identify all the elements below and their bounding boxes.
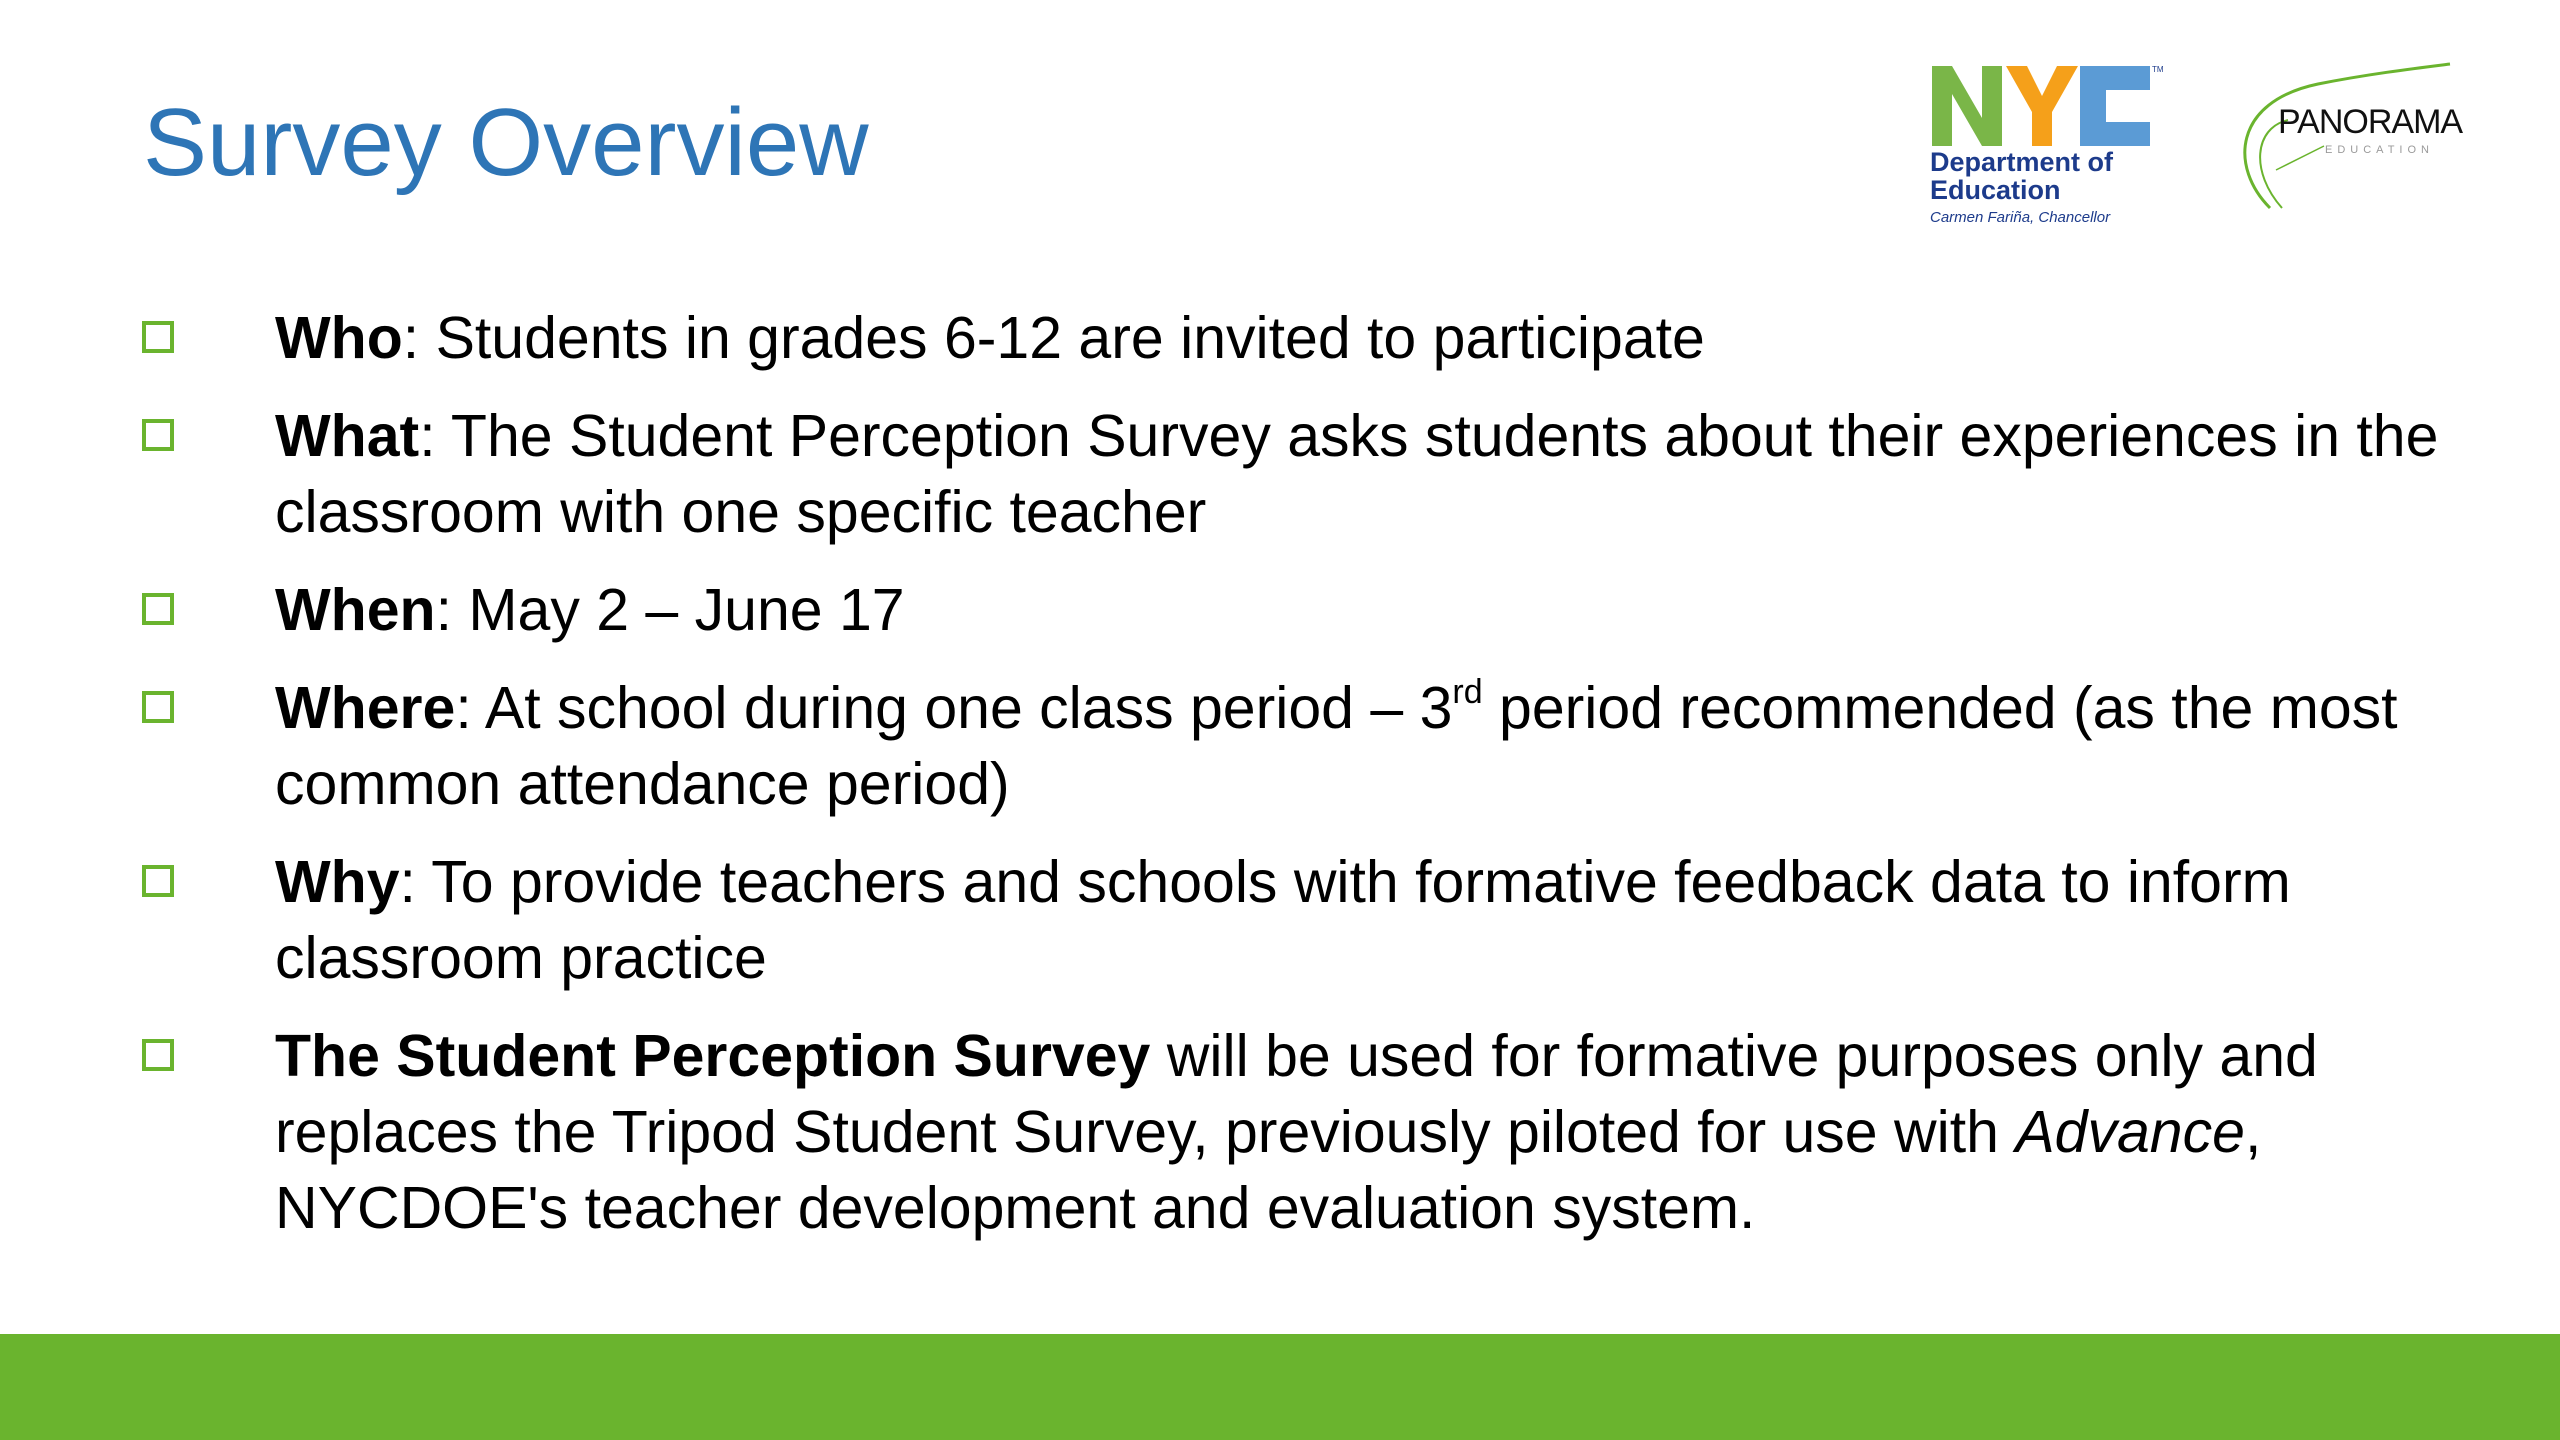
- panorama-education-logo: [2228, 60, 2478, 215]
- bullet-lead: Why: [275, 849, 400, 915]
- checkbox-square-icon: [142, 419, 174, 451]
- bullet-text: : The Student Perception Survey asks students about their experiences in the classroom with one specific teacher: [275, 403, 2439, 545]
- bullet-text: : Students in grades 6-12 are invited to participate: [402, 305, 1705, 371]
- bullet-text-before: : At school during one class period – 3: [455, 675, 1453, 741]
- nyc-line-2: Education: [1930, 175, 2061, 205]
- bullet-superscript: rd: [1452, 673, 1483, 711]
- checkbox-square-icon: [142, 865, 174, 897]
- svg-text:TM: TM: [2152, 65, 2164, 74]
- checkbox-square-icon: [142, 321, 174, 353]
- nyc-department-label: [1930, 148, 2113, 204]
- bullet-lead: Where: [275, 675, 456, 741]
- bullet-text: : May 2 – June 17: [435, 577, 905, 643]
- footer-bar: [0, 1334, 2560, 1440]
- nyc-doe-logo: [1928, 60, 2168, 235]
- panorama-sub: EDUCATION: [2325, 144, 2434, 156]
- survey-overview-list: [140, 300, 2500, 1268]
- bullet-italic: Advance: [2015, 1099, 2245, 1165]
- bullet-when: [140, 572, 2500, 648]
- panorama-name: PANORAMA: [2278, 103, 2463, 141]
- bullet-what: [140, 398, 2500, 550]
- bullet-why: [140, 844, 2500, 996]
- bullet-text-after: period recommended (as the most common attendance period): [275, 675, 2398, 817]
- nyc-line-1: Department of: [1930, 147, 2114, 177]
- bullet-who: [140, 300, 2500, 376]
- checkbox-square-icon: [142, 1039, 174, 1071]
- bullet-text: : To provide teachers and schools with formative feedback data to inform classroom practice: [275, 849, 2291, 991]
- bullet-lead: When: [275, 577, 436, 643]
- bullet-lead: What: [275, 403, 420, 469]
- bullet-text-before: will be used for formative purposes only and replaces the Tripod Student Survey, previously piloted for use with: [275, 1023, 2318, 1165]
- bullet-survey-use: [140, 1018, 2500, 1246]
- nyc-wordmark-icon: [1928, 60, 2168, 152]
- bullet-lead: The Student Perception Survey: [275, 1023, 1151, 1089]
- nyc-chancellor-label: Carmen Fariña, Chancellor: [1930, 209, 2111, 226]
- checkbox-square-icon: [142, 691, 174, 723]
- checkbox-square-icon: [142, 593, 174, 625]
- bullet-where: [140, 670, 2500, 822]
- slide-title: Survey Overview: [143, 89, 869, 196]
- bullet-text-after: , NYCDOE's teacher development and evaluation system.: [275, 1099, 2262, 1241]
- bullet-lead: Who: [275, 305, 403, 371]
